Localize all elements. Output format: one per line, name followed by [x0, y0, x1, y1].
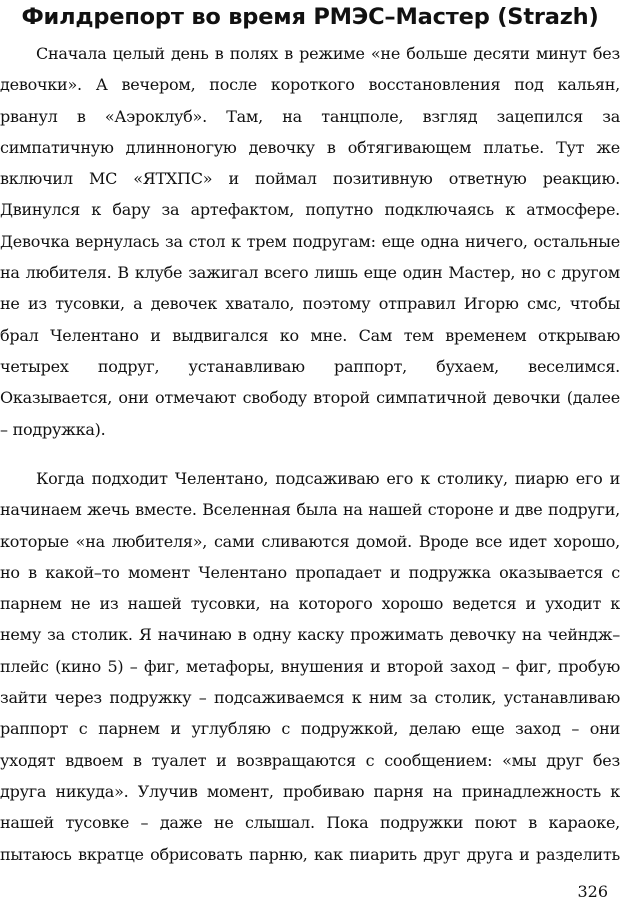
text-line: – подружка). — [0, 419, 106, 439]
text-line: включил МС «ЯТХПС» и поймал позитивную ответную реакцию. — [0, 169, 620, 189]
text-line: симпатичную длинноногую девочку в обтягивающем платье. Тут же — [0, 137, 620, 157]
text-line: друга никуда». Улучив момент, пробиваю парня на принадлежность к — [0, 781, 620, 801]
text-line: нему за столик. Я начинаю в одну каску прожимать девочку на чейндж– — [0, 625, 620, 645]
text-line: начинаем жечь вместе. Вселенная была на нашей стороне и две подруги, — [0, 500, 620, 520]
text-line: брал Челентано и выдвигался ко мне. Сам тем временем открываю — [0, 325, 620, 345]
text-line: на любителя. В клубе зажигал всего лишь еще один Мастер, но с другом — [0, 263, 620, 283]
text-line: девочки». А вечером, после короткого восстановления под кальян, — [0, 75, 620, 95]
text-line: которые «на любителя», сами сливаются домой. Вроде все идет хорошо, — [0, 531, 620, 551]
text-line: Сначала целый день в полях в режиме «не больше десяти минут без — [36, 44, 620, 63]
text-line: плейс (кино 5) – фиг, метафоры, внушения и второй заход – фиг, пробую — [0, 656, 620, 676]
text-line: пытаюсь вкратце обрисовать парню, как пиарить друг друга и разделить — [0, 844, 620, 864]
paragraph-1 — [0, 38, 620, 445]
text-line: рванул в «Аэроклуб». Там, на танцполе, взгляд зацепился за — [0, 106, 620, 126]
text-line: но в какой–то момент Челентано пропадает и подружка оказывается с — [0, 562, 620, 582]
text-line: нашей тусовке – даже не слышал. Пока подружки поют в караоке, — [0, 813, 620, 833]
text-line: зайти через подружку – подсаживаемся к ним за столик, устанавливаю — [0, 688, 620, 708]
paragraph-2 — [0, 463, 620, 870]
page-title: Филдрепорт во время РМЭС–Мастер (Strazh) — [21, 4, 599, 30]
text-line: парнем не из нашей тусовки, на которого хорошо ведется и уходит к — [0, 594, 620, 614]
text-line: Когда подходит Челентано, подсаживаю его к столику, пиарю его и — [36, 469, 620, 488]
text-line: Двинулся к бару за артефактом, попутно подключаясь к атмосфере. — [0, 200, 620, 220]
page-number: 326 — [577, 882, 608, 901]
text-line: Оказывается, они отмечают свободу второй симпатичной девочки (далее — [0, 388, 620, 408]
text-line: уходят вдвоем в туалет и возвращаются с сообщением: «мы друг без — [0, 750, 620, 770]
text-line: не из тусовки, а девочек хватало, поэтому отправил Игорю смс, чтобы — [0, 294, 620, 314]
text-line: раппорт с парнем и углубляю с подружкой, делаю еще заход – они — [0, 719, 620, 739]
text-line: Девочка вернулась за стол к трем подругам: еще одна ничего, остальные — [0, 231, 620, 251]
text-line: четырех подруг, устанавливаю раппорт, бухаем, веселимся. — [0, 356, 620, 376]
